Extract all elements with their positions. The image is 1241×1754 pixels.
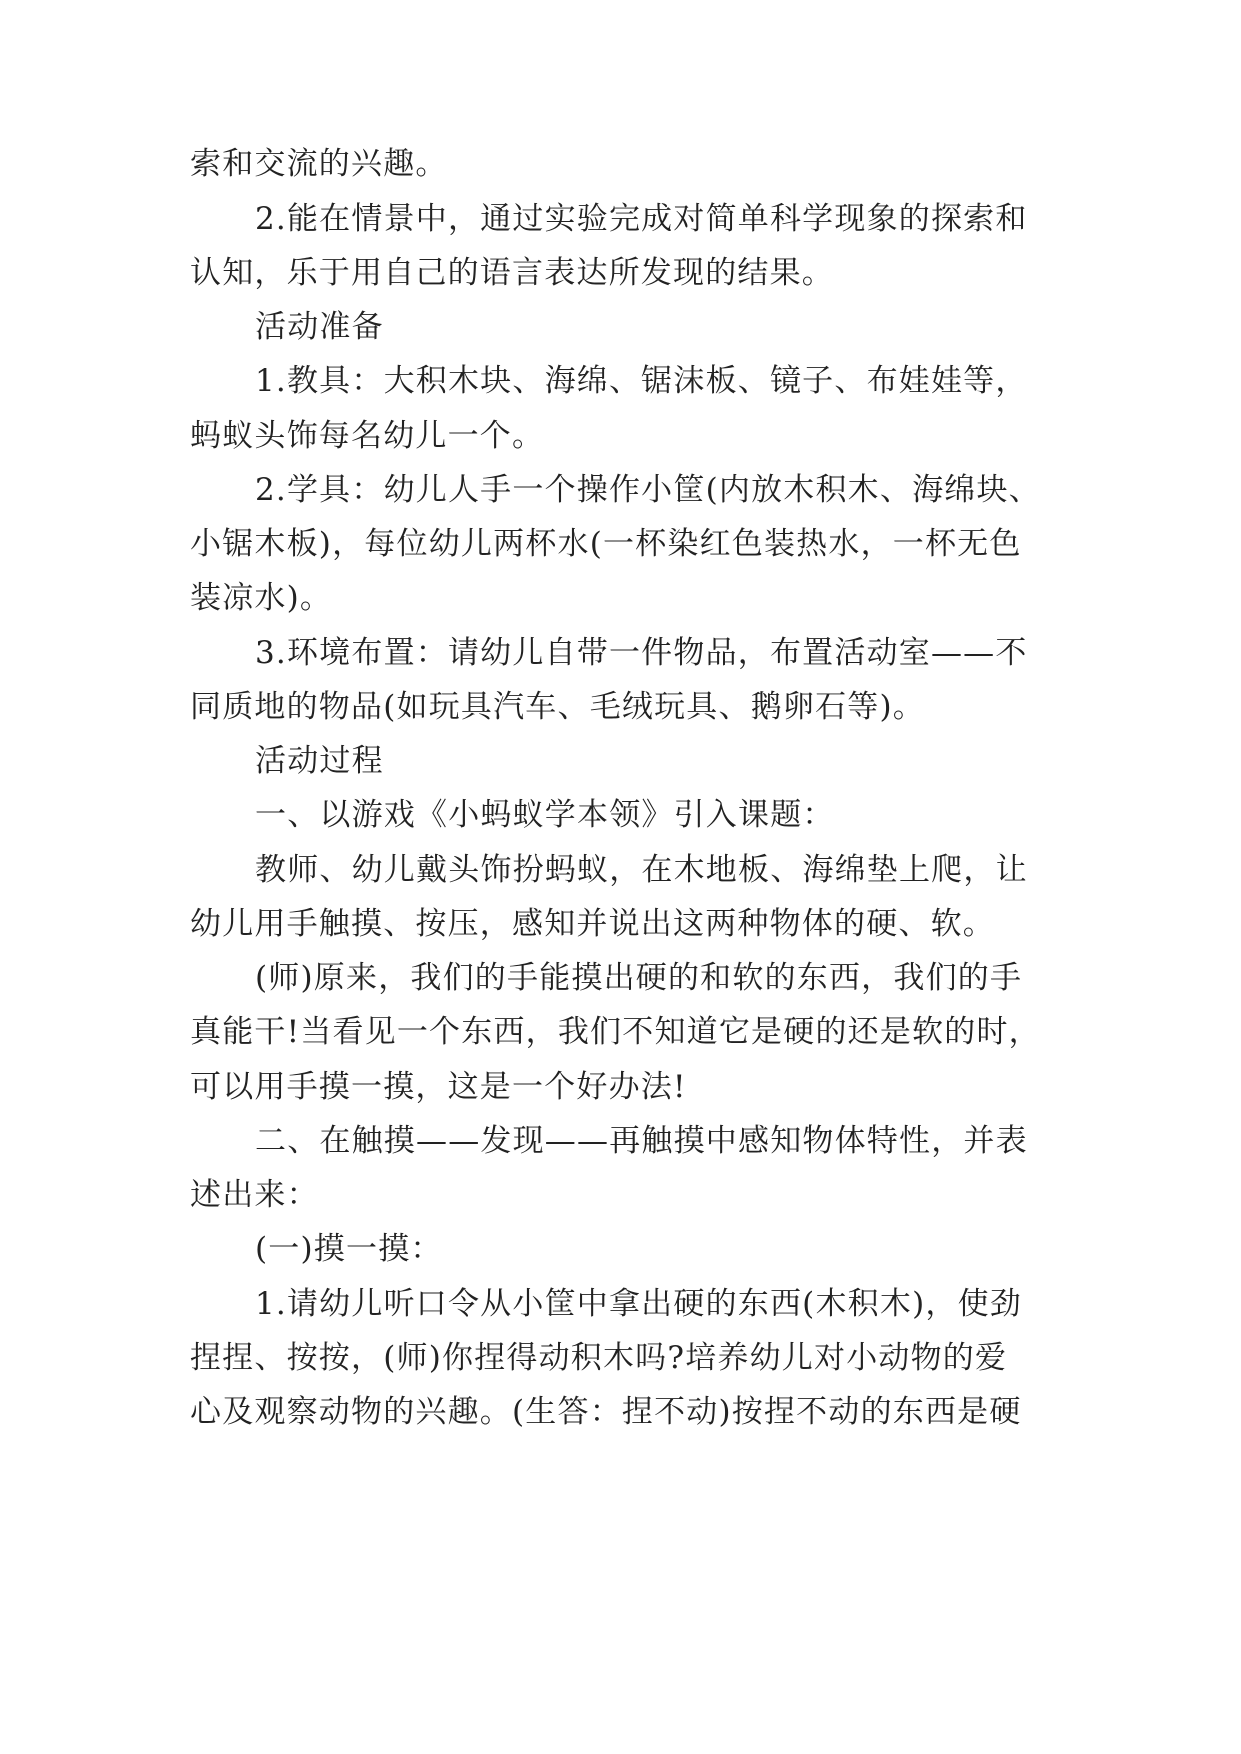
text-line: 二、在触摸——发现——再触摸中感知物体特性，并表 (255, 1123, 1028, 1159)
text-line: 3.环境布置：请幼儿自带一件物品，布置活动室——不 (255, 635, 1028, 671)
text-line: 1.请幼儿听口令从小筐中拿出硬的东西(木积木)，使劲 (255, 1286, 1022, 1322)
text-line: 小锯木板)，每位幼儿两杯水(一杯染红色装热水，一杯无色 (190, 526, 1022, 562)
section-heading: 活动过程 (255, 743, 384, 779)
text-line: (一)摸一摸： (255, 1231, 443, 1267)
section-heading: 活动准备 (255, 309, 384, 345)
text-line: 述出来： (190, 1177, 319, 1213)
text-line: 索和交流的兴趣。 (190, 146, 448, 182)
text-line: 幼儿用手触摸、按压，感知并说出这两种物体的硬、软。 (190, 906, 995, 942)
text-line: 捏捏、按按，(师)你捏得动积木吗?培养幼儿对小动物的爱 (190, 1340, 1008, 1376)
text-line: 2.学具：幼儿人手一个操作小筐(内放木积木、海绵块、 (255, 472, 1041, 508)
text-line: 心及观察动物的兴趣。(生答：捏不动)按捏不动的东西是硬 (190, 1394, 1022, 1430)
text-line: 认知，乐于用自己的语言表达所发现的结果。 (190, 255, 834, 291)
text-line: 一、以游戏《小蚂蚁学本领》引入课题： (255, 797, 835, 833)
text-line: 蚂蚁头饰每名幼儿一个。 (190, 418, 545, 454)
text-line: 装凉水)。 (190, 580, 333, 616)
text-line: (师)原来，我们的手能摸出硬的和软的东西，我们的手 (255, 960, 1023, 996)
text-line: 同质地的物品(如玩具汽车、毛绒玩具、鹅卵石等)。 (190, 689, 925, 725)
text-line: 真能干!当看见一个东西，我们不知道它是硬的还是软的时， (190, 1014, 1041, 1050)
text-line: 可以用手摸一摸，这是一个好办法! (190, 1069, 687, 1105)
text-line: 教师、幼儿戴头饰扮蚂蚁，在木地板、海绵垫上爬，让 (255, 852, 1028, 888)
text-line: 1.教具：大积木块、海绵、锯沫板、镜子、布娃娃等， (255, 363, 1028, 399)
text-line: 2.能在情景中，通过实验完成对简单科学现象的探索和 (255, 201, 1028, 237)
